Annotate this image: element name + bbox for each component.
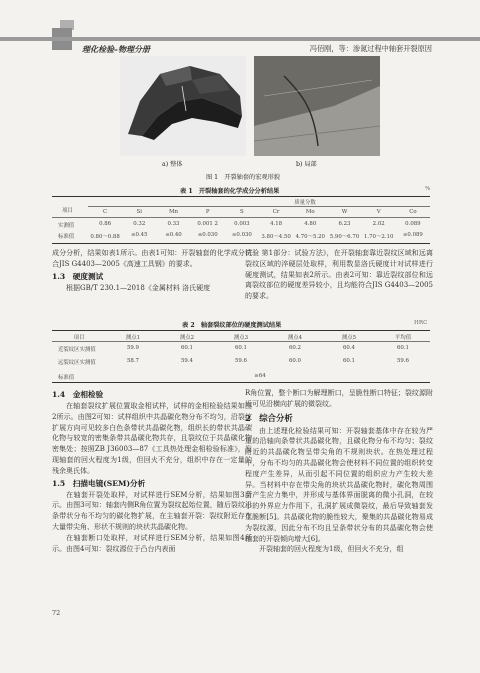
- table-1-cell: 4.18: [270, 221, 283, 227]
- section-heading-1-3: 1.3 硬度测试: [52, 271, 104, 281]
- table-2-standard-label: 标准值: [58, 375, 75, 381]
- paragraph: 开裂轴套的回火程度为1级，但回火不充分，组: [259, 545, 404, 554]
- table-2-cell: 59.9: [126, 345, 139, 351]
- table-1-column-header: Mn: [168, 209, 178, 215]
- table-2-standard-value: ≥64: [254, 373, 266, 379]
- table-2-cell: 59.6: [396, 358, 409, 364]
- table-1-column-header: Mo: [305, 209, 315, 215]
- table-1-cell: 4.80: [304, 221, 317, 227]
- section-heading-1-5: 1.5 扫描电镜(SEM)分析: [52, 478, 146, 488]
- table-1-cell: 0.33: [167, 221, 180, 227]
- table-1-bottom-rule: [52, 243, 430, 244]
- table-1-cell: 0.001 2: [197, 221, 218, 227]
- table-1-column-header: V: [376, 209, 381, 215]
- paragraph: 根据GB/T 230.1—2018《金属材料 洛氏硬度: [66, 283, 211, 292]
- table-1-cell: ≤0.030: [197, 232, 218, 238]
- table-2-row-label: 远裂纹区实测值: [58, 360, 96, 366]
- table-1-caption: 表 1 开裂轴套的化学成分分析结果: [180, 188, 280, 195]
- header-rule: [0, 37, 480, 41]
- table-2-top-rule: [52, 330, 430, 331]
- table-2-cell: 60.1: [180, 345, 193, 351]
- paragraph: 在轴套开裂处取样，对试样进行SEM分析，结果如图3所示。由图3可知：轴套内侧R角位置为裂纹起始位置，随后裂纹沿条带状分布不均匀的碳化物扩展，在主轴套开裂：裂纹附近存在大量带尖角、形状不规则的块状共晶碳化物。: [52, 490, 252, 531]
- table-1-column-header: C: [103, 209, 108, 215]
- paragraph: 成分分析，结果如表1所示。由表1可知：开裂轴套的化学成分符合JIS G4403—2005《高速工具钢》的要求。: [52, 249, 252, 268]
- table-2-column-header: 测点3: [233, 335, 249, 341]
- table-1-column-header: Cr: [272, 209, 280, 215]
- table-2-cell: 60.2: [288, 345, 301, 351]
- table-1-row-label: 实测值: [58, 223, 75, 229]
- table-2-bottom-rule: [52, 382, 430, 383]
- table-1-cell: 5.90～6.70: [329, 234, 360, 240]
- table-1-cell: 0.003: [234, 221, 250, 227]
- paragraph: R角位置，整个断口为解理断口，呈脆性断口特征；裂纹源附近可见沿横向扩展的微裂纹。: [245, 389, 433, 408]
- table-1-column-header: P: [205, 209, 210, 215]
- table-1-cell: ≤0.40: [165, 232, 182, 238]
- table-1-cell: 0.80～0.88: [90, 234, 120, 240]
- table-1-cell: 3.80～4.50: [261, 234, 291, 240]
- figure-1b-label: b) 局部: [296, 161, 317, 168]
- table-1-column-header: Co: [409, 209, 417, 215]
- table-2-caption: 表 2 轴套裂纹部位的硬度测试结果: [182, 322, 282, 329]
- table-2-unit: HRC: [414, 320, 428, 326]
- section-heading-1-4: 1.4 金相检验: [52, 390, 104, 399]
- table-1-row-label: 标准值: [58, 234, 75, 240]
- table-1-cell: ≤0.089: [402, 232, 423, 238]
- table-2-cell: 58.7: [126, 358, 139, 364]
- table-1-header-rule: [52, 217, 430, 218]
- figure-1-caption: 图 1 开裂轴套的宏观形貌: [206, 174, 280, 181]
- table-1-unit: %: [425, 186, 431, 192]
- table-2-column-header: 平均值: [394, 335, 412, 341]
- table-1-group-rule: [88, 206, 430, 207]
- table-1-cell: 2.02: [372, 221, 385, 227]
- table-2-column-header: 测点1: [125, 335, 141, 341]
- paragraph: 试验 第1部分：试验方法》，在开裂轴套靠近裂纹区域和远离裂纹区域的淬硬层处取样，利用数显洛氏硬度计对试样进行硬度测试，结果如表2所示。由表2可知：靠近裂纹部位和远离裂纹部位的硬度差异较小，且均能符合JIS G4403—2005的要求。: [245, 249, 433, 301]
- paragraph: 在轴套裂纹扩展位置取金相试样，试样的金相检验结果如图2所示。由图2可知：试样组织中共晶碳化物分布不均匀，沿裂纹扩展方向可见较多白色条带状共晶碳化物，组织长的带状共晶碳化物与较宽的密集条带共晶碳化物共存，且裂纹位于共晶碳化物密集处；按照ZB J36003—87《工具热处理金相检验标准》，发现轴套的回火程度为1级，但回火不充分，组织中存在一定量的残余奥氏体。: [52, 402, 252, 475]
- journal-name: 理化检验–物理分册: [82, 45, 150, 54]
- right-column-upper: [245, 248, 433, 302]
- table-1-top-rule: [52, 196, 430, 197]
- table-2-cell: 60.1: [342, 358, 355, 364]
- section-heading-2: 2 综合分析: [245, 412, 293, 423]
- table-2-header-rule: [52, 341, 430, 342]
- table-2-cell: 59.4: [180, 358, 193, 364]
- table-1-column-header: Si: [136, 209, 142, 215]
- table-2-column-header: 测点5: [341, 335, 357, 341]
- figure-1a-label: a) 整体: [162, 161, 183, 168]
- running-head: 冯佰刚，等：渗氮过程中轴套开裂原因: [309, 44, 432, 53]
- table-1-cell: ≤0.45: [131, 232, 148, 238]
- table-1-cell: 4.70～5.20: [295, 234, 325, 240]
- figure-1a-photo: [120, 56, 246, 156]
- table-1-column-header: S: [240, 209, 244, 215]
- table-2-column-header: 测点4: [287, 335, 303, 341]
- figure-1b-photo: [254, 56, 380, 156]
- table-1-group-header: 质量分数: [294, 200, 316, 206]
- table-2-cell: 59.6: [234, 358, 247, 364]
- table-2-cell: 60.4: [342, 345, 355, 351]
- table-1-cell: 0.089: [405, 221, 421, 227]
- table-2-column-header: 测点2: [179, 335, 195, 341]
- table-1-cell: 6.23: [338, 221, 351, 227]
- table-1-cell: 0.32: [133, 221, 146, 227]
- table-1-column-header: W: [341, 209, 348, 215]
- left-column-lower: [52, 388, 252, 554]
- table-1-cell: 0.86: [99, 221, 112, 227]
- table-1-cell: 1.70～2.10: [363, 234, 394, 240]
- right-column-lower: [245, 388, 433, 555]
- table-1-cell: ≤0.030: [231, 232, 252, 238]
- paragraph: 由上述理化检验结果可知：开裂轴套基体中存在较为严重的沿轴向条带状共晶碳化物，且碳化物分布不均匀；裂纹附近的共晶碳化物呈带尖角的不规则块状。在热处理过程中，分布不均匀的共晶碳化物会使材料不同位置的组织转变程度产生差异，从而引起不同位置的组织应力产生较大差异。当材料中存在带尖角的块状共晶碳化物时，碳化物周围会产生应力集中，并形成与基体界面脱离的微小孔洞，在较小的外界应力作用下，孔洞扩展成微裂纹，最后导致轴套发生脆断[5]。共晶碳化物的脆性较大，聚集的共晶碳化物易成为裂纹源，因此分布不均且呈条带状分布的共晶碳化物会使轴套的开裂倾向增大[6]。: [245, 426, 433, 543]
- table-2-column-header: 项目: [73, 335, 85, 341]
- page-number: 72: [52, 609, 61, 617]
- table-2-cell: 60.1: [234, 345, 247, 351]
- table-2-cell: 60.1: [396, 345, 409, 351]
- paragraph: 在轴套断口处取样，对试样进行SEM分析，结果如图4所示。由图4可知：裂纹源位于凸台内表面: [52, 533, 252, 553]
- table-1-item-header: 项目: [62, 208, 73, 214]
- table-2-row-label: 近裂纹区实测值: [58, 347, 96, 353]
- table-2-cell: 60.0: [288, 358, 301, 364]
- left-column-upper: [52, 248, 252, 293]
